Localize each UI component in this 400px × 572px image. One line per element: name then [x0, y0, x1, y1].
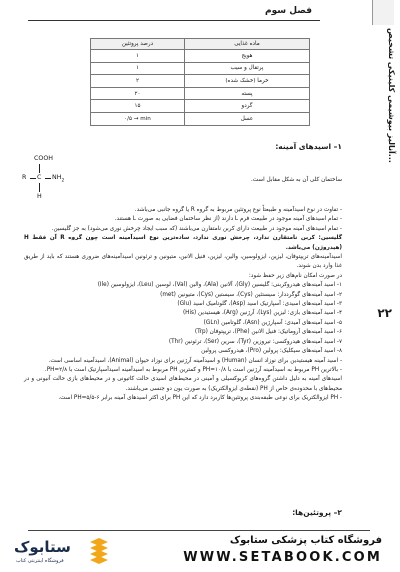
section-heading-amino-acids — [275, 142, 342, 151]
table-cell-food: گردو — [184, 100, 309, 113]
list-item: ۲- اسید آمینه‌های گوگرددار: سیستئین (Cys)، سیستین (Cys)، متیونین (met) — [160, 291, 342, 298]
book-stack-icon — [88, 538, 110, 564]
table-row — [91, 87, 310, 100]
body-text-block — [24, 176, 342, 185]
store-name: فروشگاه کتاب پزشکی ستابوک — [229, 535, 382, 546]
section-title-text: اسیدهای آمینه: — [275, 142, 332, 151]
body-text-main — [24, 206, 342, 404]
table-cell-percent: ۱۵ — [91, 100, 185, 113]
formula-h: H — [37, 193, 42, 200]
table-row — [91, 112, 310, 125]
table-cell-percent: ۲۰ — [91, 87, 185, 100]
paragraph-l-form: - تمام اسیدهای آمینه موجود در طبیعت فرم L دارند (از نظر ساختمان فضایی به صورت L هستند. — [114, 216, 342, 223]
table-cell-food: پرتقال و سیب — [184, 62, 309, 75]
formula-bond-top — [39, 164, 40, 173]
paragraph-ph-range: - بالاترین PH مربوط به اسیدآمینه آرژنین است با PH=۱۰/۸ و کمترین PH مربوط به اسیدآمینه اسیدآسپارتیک است با PH=۲/۸. — [44, 366, 342, 373]
page-number: ۲۲ — [377, 306, 392, 320]
paragraph-zwitterion: اسیدهای آمینه به دلیل داشتن گروه‌های کربوکسیلی و آمینی در محیط‌های اسیدی حالت کاتیونی و در محیط‌های بازی حالت آنیونی و در محیط‌های با محدوده‌ی خاص از PH (نقطه‌ی ایزوالکتریک) به صورت یون دو جنسی می‌باشند. — [24, 376, 342, 392]
protein-content-table — [90, 38, 310, 126]
paragraph-r-group: - تفاوت در نوع اسیدآمینه و طبیعتاً نوع پروتئین مربوط به گروه R یا گروه جانبی می‌باشد. — [134, 207, 342, 213]
table-cell-food: خرما (خشک شده) — [184, 75, 309, 88]
section-title-text: پروتئین‌ها: — [292, 508, 332, 517]
setabook-logo — [14, 536, 114, 568]
side-band-tab — [372, 0, 394, 25]
section-heading-proteins — [292, 508, 342, 517]
paragraph-isoelectric: - PH ایزوالکتریک برای نوعی طبقه‌بندی پروتئین‌ها کاربرد دارد که این PH برای اکثر اسیدهای آمینه برابر PH=۵/۵-۶ است. — [58, 395, 342, 402]
list-item: ۷- اسید آمینه‌های هیدروکسی: تیروزین (Tyr)، سرین (Ser)، ترئونین (Thr) — [168, 338, 342, 345]
table-row — [91, 100, 310, 113]
column-header-protein-percent: درصد پروتئین — [91, 39, 185, 50]
chapter-title: فصل سوم — [264, 6, 312, 16]
section-number: ۲– — [333, 508, 342, 517]
table-cell-food: پسته — [184, 87, 309, 100]
paragraph-structure: ساختمان کلی آن به شکل مقابل است. — [251, 177, 342, 183]
formula-nh-text: NH — [52, 174, 62, 181]
side-band — [366, 0, 400, 530]
table-header-row — [91, 39, 310, 50]
table-row — [91, 50, 310, 63]
section-number: ۱– — [333, 142, 342, 151]
list-item: ۴- اسید آمینه‌های بازی: لیزین (Lys)، آرژنین (Arg)، هیستیدین (His) — [182, 310, 342, 317]
paragraph-chiral: - تمام اسیدهای آمینه موجود در طبیعت دارای کربن نامتقارن می‌باشند (که سبب ایجاد چرخش نوری می‌شود) به جز گلیسین. — [51, 225, 342, 232]
table-row — [91, 75, 310, 88]
list-item: ۱- اسید آمینه‌های هیدروکربنی: گلیسین (Gly)، آلانین (Ala)، والین (Val)، لوسین (Leu)، ایزولوسین (Ile) — [97, 282, 342, 289]
list-item: ۸- اسید آمینه‌های سیکلیک: پرولین (Pro)، هیدروکسی پرولین — [201, 348, 342, 355]
side-running-title: آنالیز بیوشیمی کلینیکی تشخیص... — [387, 28, 396, 163]
header-rule — [28, 20, 320, 21]
store-url-link[interactable]: WWW.SETABOOK.COM — [183, 550, 382, 565]
table-row — [91, 62, 310, 75]
footer-rule — [28, 530, 370, 531]
paragraph-histidine: - اسید آمینه هیستیدین برای نوزاد انسان (Human) و اسیدآمینه آرژنین برای نوزاد حیوان (Animal)، اسیدآمینه اساسی است. — [48, 357, 342, 364]
paragraph-memorize: در صورت امکان نام‌های زیر حفظ شود: — [248, 272, 342, 279]
logo-subtitle: فروشگاه اینترنتی کتاب — [16, 558, 64, 564]
table-cell-percent: ۱ — [91, 62, 185, 75]
formula-c: C — [37, 174, 42, 181]
list-item: ۳- اسید آمینه‌های اسیدی: آسپارتیک اسید (Asp)، گلوتامیک اسید (Glu) — [177, 301, 342, 308]
store-footer-banner — [10, 532, 390, 570]
table-cell-food: هویج — [184, 50, 309, 63]
formula-r: R — [22, 174, 27, 181]
table-cell-food: عسل — [184, 112, 309, 125]
table-cell-percent: ۰/۵ → min — [91, 112, 185, 125]
table-cell-percent: ۲ — [91, 75, 185, 88]
paragraph-glycine: گلیسین: کربن نامتقارن ندارد، چرخش نوری ندارد، ساده‌ترین نوع اسیدآمینه است چون گروه R آن فقط H (هیدروژن) می‌باشد. — [24, 235, 343, 251]
column-header-food: ماده غذایی — [184, 39, 309, 50]
paragraph-essential: اسیدآمینه‌های تریپتوفان، لیزین، ایزولوسین، والین، لیزین، فنیل الانین، متیونین و ترئونین اسیدآمینه‌های ضروری هستند که باید از طریق غذا وارد بدن شوند. — [24, 254, 342, 270]
list-item: ۶- اسید آمینه‌های آروماتیک: فنیل الانین (Phe)، تریپتوفان (Trp) — [194, 329, 342, 336]
logo-wordmark: ستابوک — [14, 538, 71, 556]
formula-nh-subscript: 2 — [61, 178, 65, 184]
table-cell-percent: ۱ — [91, 50, 185, 63]
formula-cooh: COOH — [34, 155, 54, 162]
list-item: ۵- اسید آمینه‌های آمیدی: آسپارژین (Asn)، گلوتامین (GLn) — [203, 319, 342, 326]
